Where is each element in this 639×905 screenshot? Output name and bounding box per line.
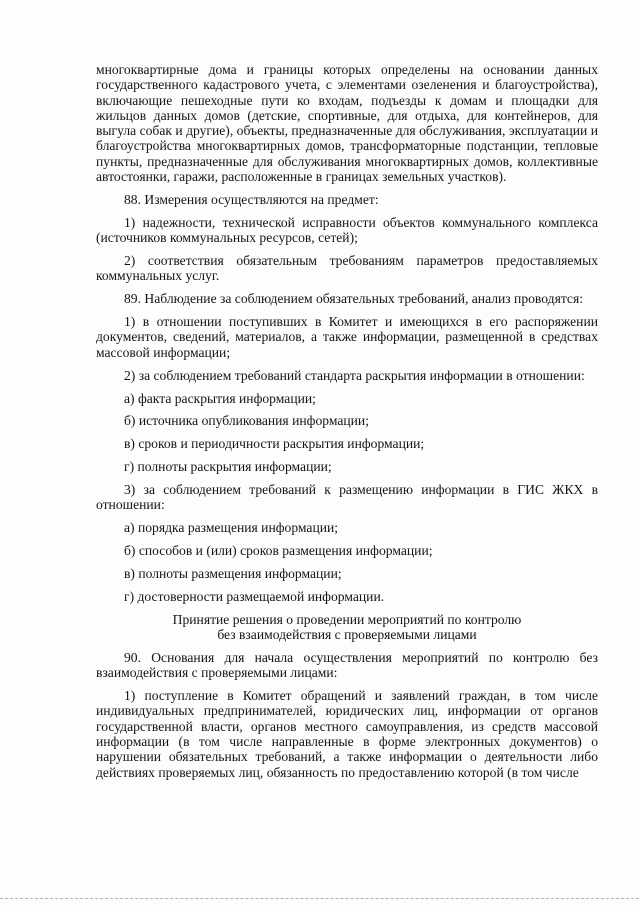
paragraph-89: 89. Наблюдение за соблюдением обязательных требований, анализ проводятся: (124, 291, 584, 307)
paragraph-89-item-3a: а) порядка размещения информации; (124, 520, 339, 536)
section-heading-line-2: без взаимодействия с проверяемыми лицами (217, 627, 477, 643)
paragraph-89-item-1: 1) в отношении поступивших в Комитет и имеющихся в его распоряжении документов, сведений, материалов, а также информации, размещенной в средствах массовой информации; (96, 314, 598, 360)
paragraph-89-item-3c: в) полноты размещения информации; (124, 566, 342, 582)
section-heading-line-1: Принятие решения о проведении мероприятий по контролю (172, 611, 522, 627)
paragraph-89-item-2b: б) источника опубликования информации; (124, 413, 369, 429)
paragraph-89-item-2d: г) полноты раскрытия информации; (124, 459, 332, 475)
section-heading (96, 612, 598, 643)
paragraph-88: 88. Измерения осуществляются на предмет: (124, 191, 379, 207)
paragraph-89-item-2a: а) факта раскрытия информации; (124, 390, 316, 406)
paragraph-89-item-3b: б) способов и (или) сроков размещения информации; (124, 543, 433, 559)
paragraph-89-item-2: 2) за соблюдением требований стандарта раскрытия информации в отношении: (124, 367, 585, 383)
paragraph-continuation: многоквартирные дома и границы которых определены на основании данных государственного кадастрового учета, с элементами озеленения и благоустройства), включающие пешеходные пути ко входам, подъезды к домам и площадки для жильцов данных домов (детские, спортивные, для отдыха, для контейнеров, для выгула собак и другие), объекты, предназначенные для обслуживания, эксплуатации и благоустройства многоквартирных домов, трансформаторные подстанции, тепловые пункты, предназначенные для обслуживания многоквартирных домов, коллективные автостоянки, гаражи, расположенные в границах земельных участков). (96, 62, 598, 185)
paragraph-88-item-2: 2) соответствия обязательным требованиям параметров предоставляемых коммунальных услуг. (96, 253, 598, 284)
paragraph-88-item-1: 1) надежности, технической исправности объектов коммунального комплекса (источников коммунальных ресурсов, сетей); (96, 214, 598, 246)
paragraph-90-item-1: 1) поступление в Комитет обращений и заявлений граждан, в том числе индивидуальных предпринимателей, юридических лиц, информации от органов государственной власти, органов местного самоуправления, из средств массовой информации (в том числе направленные в форме электронных документов) о нарушении обязательных требований, а также информации о деятельности либо действиях проверяемых лиц, обязанность по предоставлению которой (в том числе (96, 688, 598, 780)
paragraph-89-item-3d: г) достоверности размещаемой информации. (124, 588, 385, 604)
paragraph-89-item-3: 3) за соблюдением требований к размещению информации в ГИС ЖКХ в отношении: (96, 482, 598, 513)
paragraph-90: 90. Основания для начала осуществления мероприятий по контролю без взаимодействия с проверяемыми лицами: (96, 650, 598, 681)
scan-edge-line (0, 898, 639, 900)
document-body (96, 62, 598, 788)
paragraph-89-item-2c: в) сроков и периодичности раскрытия информации; (124, 436, 425, 452)
